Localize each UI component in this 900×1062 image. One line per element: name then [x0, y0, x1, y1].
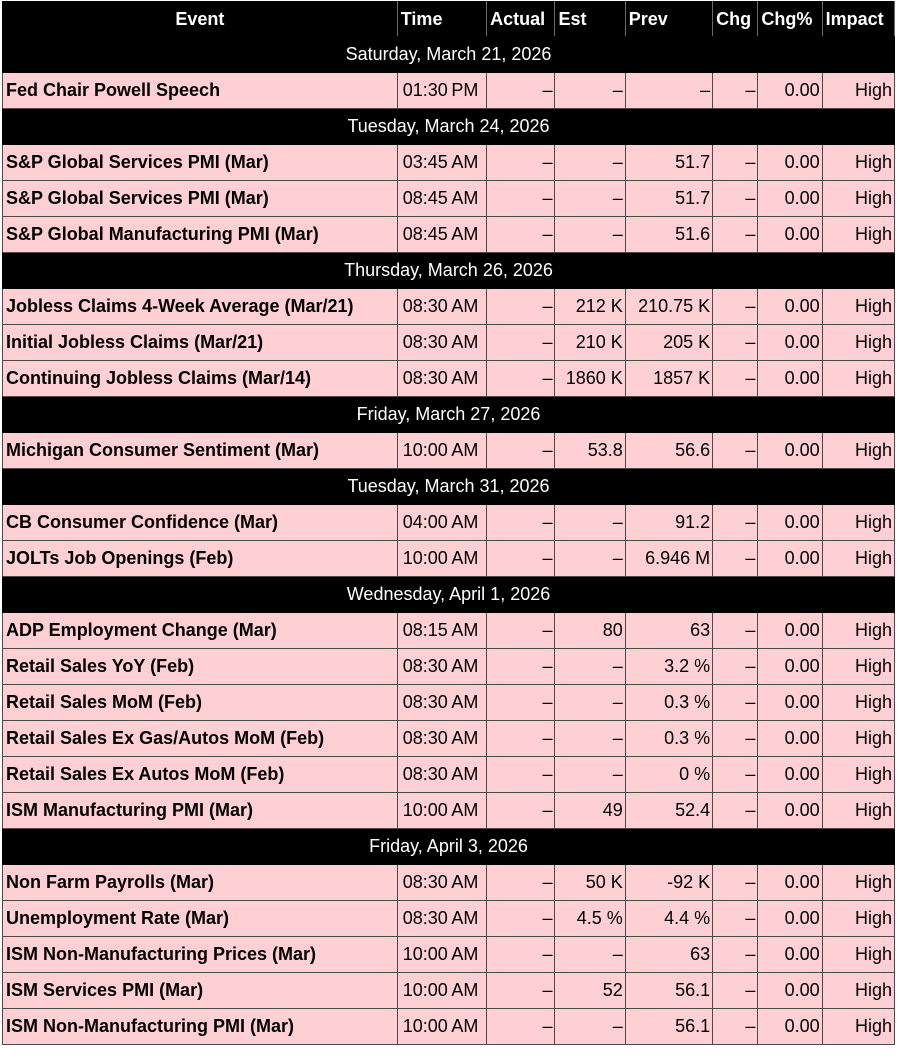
previous-value-cell: 205 K — [625, 325, 712, 361]
estimate-value-cell: 210 K — [555, 325, 625, 361]
event-name-cell[interactable]: Jobless Claims 4-Week Average (Mar/21) — [3, 289, 398, 325]
date-header-row — [3, 469, 895, 505]
change-value-cell: – — [713, 181, 758, 217]
change-percent-cell: 0.00 — [758, 145, 822, 181]
impact-cell: High — [822, 73, 894, 109]
previous-value-cell: 91.2 — [625, 505, 712, 541]
actual-value-cell: – — [487, 325, 555, 361]
change-value-cell: – — [713, 1009, 758, 1045]
change-value-cell: – — [713, 217, 758, 253]
change-value-cell: – — [713, 613, 758, 649]
event-time-cell: 08:45 AM — [397, 181, 486, 217]
change-percent-cell: 0.00 — [758, 973, 822, 1009]
event-row[interactable] — [3, 721, 895, 757]
event-row[interactable] — [3, 793, 895, 829]
event-name-cell[interactable]: ISM Manufacturing PMI (Mar) — [3, 793, 398, 829]
change-percent-cell: 0.00 — [758, 613, 822, 649]
event-row[interactable] — [3, 1009, 895, 1045]
impact-cell: High — [822, 973, 894, 1009]
previous-value-cell: 4.4 % — [625, 901, 712, 937]
date-header-row — [3, 253, 895, 289]
column-header-chg-percent[interactable]: Chg% — [758, 2, 822, 37]
change-value-cell: – — [713, 649, 758, 685]
previous-value-cell: -92 K — [625, 865, 712, 901]
event-row[interactable] — [3, 505, 895, 541]
change-percent-cell: 0.00 — [758, 541, 822, 577]
impact-cell: High — [822, 289, 894, 325]
header-row — [3, 2, 895, 37]
change-value-cell: – — [713, 289, 758, 325]
change-value-cell: – — [713, 973, 758, 1009]
previous-value-cell: 51.6 — [625, 217, 712, 253]
actual-value-cell: – — [487, 145, 555, 181]
impact-cell: High — [822, 793, 894, 829]
impact-cell: High — [822, 685, 894, 721]
estimate-value-cell: – — [555, 73, 625, 109]
previous-value-cell: 210.75 K — [625, 289, 712, 325]
event-time-cell: 10:00 AM — [397, 433, 486, 469]
date-header: Wednesday, April 1, 2026 — [3, 577, 895, 613]
event-name-cell[interactable]: ISM Non-Manufacturing Prices (Mar) — [3, 937, 398, 973]
event-time-cell: 03:45 AM — [397, 145, 486, 181]
event-row[interactable] — [3, 613, 895, 649]
previous-value-cell: 52.4 — [625, 793, 712, 829]
event-time-cell: 08:30 AM — [397, 325, 486, 361]
estimate-value-cell: – — [555, 217, 625, 253]
previous-value-cell: 51.7 — [625, 181, 712, 217]
previous-value-cell: 63 — [625, 937, 712, 973]
event-name-cell[interactable]: JOLTs Job Openings (Feb) — [3, 541, 398, 577]
estimate-value-cell: 1860 K — [555, 361, 625, 397]
change-percent-cell: 0.00 — [758, 73, 822, 109]
change-percent-cell: 0.00 — [758, 649, 822, 685]
estimate-value-cell: 53.8 — [555, 433, 625, 469]
impact-cell: High — [822, 433, 894, 469]
actual-value-cell: – — [487, 433, 555, 469]
previous-value-cell: 0 % — [625, 757, 712, 793]
change-value-cell: – — [713, 541, 758, 577]
date-header-row — [3, 37, 895, 73]
change-percent-cell: 0.00 — [758, 721, 822, 757]
event-name-cell[interactable]: Michigan Consumer Sentiment (Mar) — [3, 433, 398, 469]
column-header-impact[interactable]: Impact — [822, 2, 894, 37]
event-name-cell[interactable]: Fed Chair Powell Speech — [3, 73, 398, 109]
change-percent-cell: 0.00 — [758, 757, 822, 793]
event-time-cell: 10:00 AM — [397, 1009, 486, 1045]
previous-value-cell: 63 — [625, 613, 712, 649]
previous-value-cell: 51.7 — [625, 145, 712, 181]
previous-value-cell: 6.946 M — [625, 541, 712, 577]
event-time-cell: 10:00 AM — [397, 973, 486, 1009]
event-row[interactable] — [3, 541, 895, 577]
event-time-cell: 08:30 AM — [397, 757, 486, 793]
actual-value-cell: – — [487, 181, 555, 217]
event-time-cell: 04:00 AM — [397, 505, 486, 541]
estimate-value-cell: – — [555, 181, 625, 217]
change-percent-cell: 0.00 — [758, 361, 822, 397]
column-header-est[interactable]: Est — [555, 2, 625, 37]
actual-value-cell: – — [487, 73, 555, 109]
impact-cell: High — [822, 901, 894, 937]
change-percent-cell: 0.00 — [758, 937, 822, 973]
impact-cell: High — [822, 613, 894, 649]
actual-value-cell: – — [487, 865, 555, 901]
event-name-cell[interactable]: Non Farm Payrolls (Mar) — [3, 865, 398, 901]
previous-value-cell: 56.6 — [625, 433, 712, 469]
event-name-cell[interactable]: ADP Employment Change (Mar) — [3, 613, 398, 649]
impact-cell: High — [822, 145, 894, 181]
change-value-cell: – — [713, 793, 758, 829]
impact-cell: High — [822, 541, 894, 577]
event-time-cell: 10:00 AM — [397, 793, 486, 829]
actual-value-cell: – — [487, 361, 555, 397]
change-percent-cell: 0.00 — [758, 901, 822, 937]
event-time-cell: 01:30 PM — [397, 73, 486, 109]
event-time-cell: 10:00 AM — [397, 541, 486, 577]
estimate-value-cell: 50 K — [555, 865, 625, 901]
date-header: Thursday, March 26, 2026 — [3, 253, 895, 289]
event-name-cell[interactable]: ISM Services PMI (Mar) — [3, 973, 398, 1009]
actual-value-cell: – — [487, 937, 555, 973]
date-header: Saturday, March 21, 2026 — [3, 37, 895, 73]
impact-cell: High — [822, 649, 894, 685]
event-time-cell: 08:30 AM — [397, 901, 486, 937]
estimate-value-cell: – — [555, 541, 625, 577]
change-percent-cell: 0.00 — [758, 1009, 822, 1045]
previous-value-cell: 3.2 % — [625, 649, 712, 685]
event-row[interactable] — [3, 433, 895, 469]
change-value-cell: – — [713, 145, 758, 181]
estimate-value-cell: – — [555, 721, 625, 757]
change-value-cell: – — [713, 721, 758, 757]
event-name-cell[interactable]: S&P Global Manufacturing PMI (Mar) — [3, 217, 398, 253]
event-row[interactable] — [3, 145, 895, 181]
estimate-value-cell: – — [555, 505, 625, 541]
actual-value-cell: – — [487, 541, 555, 577]
change-value-cell: – — [713, 325, 758, 361]
date-header: Tuesday, March 24, 2026 — [3, 109, 895, 145]
event-row[interactable] — [3, 361, 895, 397]
event-name-cell[interactable]: Retail Sales Ex Autos MoM (Feb) — [3, 757, 398, 793]
previous-value-cell: 0.3 % — [625, 685, 712, 721]
actual-value-cell: – — [487, 1009, 555, 1045]
event-row[interactable] — [3, 73, 895, 109]
event-name-cell[interactable]: Continuing Jobless Claims (Mar/14) — [3, 361, 398, 397]
event-name-cell[interactable]: Retail Sales Ex Gas/Autos MoM (Feb) — [3, 721, 398, 757]
actual-value-cell: – — [487, 649, 555, 685]
change-value-cell: – — [713, 901, 758, 937]
change-percent-cell: 0.00 — [758, 325, 822, 361]
change-value-cell: – — [713, 685, 758, 721]
change-percent-cell: 0.00 — [758, 433, 822, 469]
previous-value-cell: 56.1 — [625, 973, 712, 1009]
date-header-row — [3, 829, 895, 865]
column-header-prev[interactable]: Prev — [625, 2, 712, 37]
estimate-value-cell: 4.5 % — [555, 901, 625, 937]
estimate-value-cell: 80 — [555, 613, 625, 649]
estimate-value-cell: – — [555, 685, 625, 721]
event-name-cell[interactable]: Retail Sales MoM (Feb) — [3, 685, 398, 721]
event-row[interactable] — [3, 757, 895, 793]
impact-cell: High — [822, 721, 894, 757]
event-row[interactable] — [3, 325, 895, 361]
date-header: Friday, April 3, 2026 — [3, 829, 895, 865]
actual-value-cell: – — [487, 757, 555, 793]
estimate-value-cell: – — [555, 757, 625, 793]
date-header: Friday, March 27, 2026 — [3, 397, 895, 433]
estimate-value-cell: 49 — [555, 793, 625, 829]
change-percent-cell: 0.00 — [758, 793, 822, 829]
event-name-cell[interactable]: CB Consumer Confidence (Mar) — [3, 505, 398, 541]
previous-value-cell: 0.3 % — [625, 721, 712, 757]
actual-value-cell: – — [487, 793, 555, 829]
date-header-row — [3, 397, 895, 433]
event-row[interactable] — [3, 289, 895, 325]
impact-cell: High — [822, 937, 894, 973]
column-header-chg[interactable]: Chg — [713, 2, 758, 37]
change-value-cell: – — [713, 865, 758, 901]
event-row[interactable] — [3, 973, 895, 1009]
impact-cell: High — [822, 361, 894, 397]
actual-value-cell: – — [487, 685, 555, 721]
event-name-cell[interactable]: Initial Jobless Claims (Mar/21) — [3, 325, 398, 361]
estimate-value-cell: 212 K — [555, 289, 625, 325]
impact-cell: High — [822, 505, 894, 541]
change-percent-cell: 0.00 — [758, 865, 822, 901]
estimate-value-cell: – — [555, 1009, 625, 1045]
event-name-cell[interactable]: ISM Non-Manufacturing PMI (Mar) — [3, 1009, 398, 1045]
table-body — [3, 37, 895, 1045]
event-name-cell[interactable]: Unemployment Rate (Mar) — [3, 901, 398, 937]
column-header-time[interactable]: Time — [397, 2, 486, 37]
event-time-cell: 08:45 AM — [397, 217, 486, 253]
estimate-value-cell: – — [555, 145, 625, 181]
actual-value-cell: – — [487, 217, 555, 253]
impact-cell: High — [822, 757, 894, 793]
actual-value-cell: – — [487, 901, 555, 937]
economic-calendar-table — [2, 1, 895, 1045]
change-value-cell: – — [713, 505, 758, 541]
event-row[interactable] — [3, 901, 895, 937]
event-time-cell: 08:15 AM — [397, 613, 486, 649]
column-header-event[interactable]: Event — [3, 2, 398, 37]
previous-value-cell: – — [625, 73, 712, 109]
actual-value-cell: – — [487, 289, 555, 325]
change-value-cell: – — [713, 757, 758, 793]
estimate-value-cell: 52 — [555, 973, 625, 1009]
date-header: Tuesday, March 31, 2026 — [3, 469, 895, 505]
change-percent-cell: 0.00 — [758, 181, 822, 217]
impact-cell: High — [822, 217, 894, 253]
change-value-cell: – — [713, 361, 758, 397]
actual-value-cell: – — [487, 973, 555, 1009]
event-row[interactable] — [3, 181, 895, 217]
event-row[interactable] — [3, 865, 895, 901]
previous-value-cell: 1857 K — [625, 361, 712, 397]
table-header — [3, 2, 895, 37]
date-header-row — [3, 577, 895, 613]
actual-value-cell: – — [487, 613, 555, 649]
impact-cell: High — [822, 865, 894, 901]
event-name-cell[interactable]: S&P Global Services PMI (Mar) — [3, 145, 398, 181]
event-time-cell: 10:00 AM — [397, 937, 486, 973]
column-header-actual[interactable]: Actual — [487, 2, 555, 37]
event-row[interactable] — [3, 649, 895, 685]
event-time-cell: 08:30 AM — [397, 865, 486, 901]
estimate-value-cell: – — [555, 649, 625, 685]
date-header-row — [3, 109, 895, 145]
event-row[interactable] — [3, 217, 895, 253]
change-value-cell: – — [713, 433, 758, 469]
actual-value-cell: – — [487, 721, 555, 757]
event-row[interactable] — [3, 685, 895, 721]
event-time-cell: 08:30 AM — [397, 721, 486, 757]
impact-cell: High — [822, 181, 894, 217]
change-percent-cell: 0.00 — [758, 289, 822, 325]
change-percent-cell: 0.00 — [758, 685, 822, 721]
change-percent-cell: 0.00 — [758, 505, 822, 541]
change-value-cell: – — [713, 937, 758, 973]
impact-cell: High — [822, 1009, 894, 1045]
impact-cell: High — [822, 325, 894, 361]
change-percent-cell: 0.00 — [758, 217, 822, 253]
estimate-value-cell: – — [555, 937, 625, 973]
event-name-cell[interactable]: Retail Sales YoY (Feb) — [3, 649, 398, 685]
event-time-cell: 08:30 AM — [397, 361, 486, 397]
actual-value-cell: – — [487, 505, 555, 541]
event-time-cell: 08:30 AM — [397, 649, 486, 685]
previous-value-cell: 56.1 — [625, 1009, 712, 1045]
event-time-cell: 08:30 AM — [397, 685, 486, 721]
event-row[interactable] — [3, 937, 895, 973]
event-name-cell[interactable]: S&P Global Services PMI (Mar) — [3, 181, 398, 217]
change-value-cell: – — [713, 73, 758, 109]
event-time-cell: 08:30 AM — [397, 289, 486, 325]
